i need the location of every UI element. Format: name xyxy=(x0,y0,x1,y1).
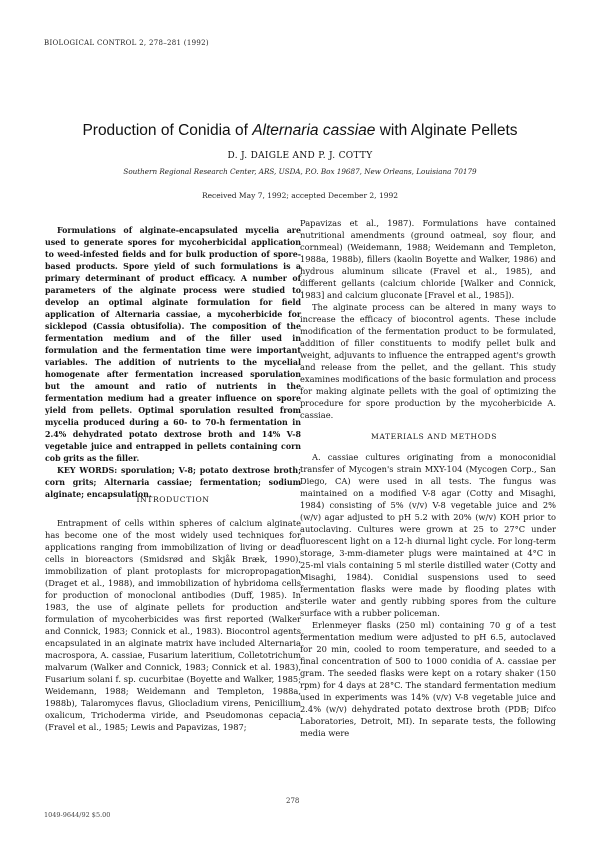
title-species: Alternaria cassiae xyxy=(252,122,376,139)
right-paragraph-1: Papavizas et al., 1987). Formulations have contained nutritional amendments (ground oatmeal, soy flour, and cornmeal) (Weidemann, 1988; Weidemann and Templeton, 1988a, 1988b), fillers (kaolin Boyette and Walker, 1986) and hydrous aluminum silicate (Fravel et al., 1985), and different gellants (calcium chloride [Walker and Connick, 1983] and calcium gluconate [Fravel et al., 1985]). xyxy=(300,218,556,300)
journal-header: BIOLOGICAL CONTROL 2, 278–281 (1992) xyxy=(44,39,209,47)
keywords: KEY WORDS: sporulation; V-8; potato dextrose broth; corn grits; Alternaria cassiae; fermentation; sodium alginate; encapsulation. xyxy=(45,466,301,499)
left-column xyxy=(45,225,301,501)
received-dates: Received May 7, 1992; accepted December 2, 1992 xyxy=(201,191,399,200)
methods-paragraph-2: Erlenmeyer flasks (250 ml) containing 70 g of a test fermentation medium were adjusted to pH 6.5, autoclaved for 20 min, cooled to room temperature, and seeded to a final concentration of 500 to 1000 conidia of A. cassiae per gram. The seeded flasks were kept on a rotary shaker (150 rpm) for 4 days at 28°C. The standard fermentation medium used in experiments was 14% (v/v) V-8 vegetable juice and 2.4% (w/v) dehydrated potato dextrose broth (PDB; Difco Laboratories, Detroit, MI). In separate tests, the following media were xyxy=(300,620,556,738)
authors: D. J. DAIGLE AND P. J. COTTY xyxy=(227,151,373,161)
right-column xyxy=(300,217,556,739)
title-post: with Alginate Pellets xyxy=(375,122,518,139)
introduction-heading: INTRODUCTION xyxy=(136,495,210,504)
right-paragraph-2: The alginate process can be altered in many ways to increase the efficacy of biocontrol agents. These include modification of the fermentation product to be formulated, addition of filler constituents to modify pellet bulk and weight, adjuvants to influence the entrapped agent's growth and release from the pellet, and the gellant. This study examines modifications of the basic formulation and process for making alginate pellets with the goal of optimizing the procedure for spore production by the mycoherbicide A. cassiae. xyxy=(300,302,556,420)
introduction-body xyxy=(45,517,301,733)
title-pre: Production of Conidia of xyxy=(82,122,253,139)
page-number: 278 xyxy=(286,797,300,805)
intro-paragraph: Entrapment of cells within spheres of calcium alginate has become one of the most widely used techniques for applications ranging from immobilization of living or dead cells in bioreactors (Smidsrød and Skjåk Bræk, 1990), immobilization of plant protoplasts for micropropagation (Draget et al., 1988), and immobilization of hybridoma cells for production of monoclonal antibodies (Duff, 1985). In 1983, the use of alginate pellets for production and formulation of mycoherbicides was first reported (Walker and Connick, 1983; Connick et al., 1983). Biocontrol agents encapsulated in an alginate matrix have included Alternaria macrospora, A. cassiae, Fusarium lateritium, Colletotrichum malvarum (Walker and Connick, 1983; Connick et al. 1983), Fusarium solani f. sp. cucurbitae (Boyette and Walker, 1985; Weidemann, 1988; Weidemann and Templeton, 1988a, 1988b), Talaromyces flavus, Gliocladium virens, Penicillium oxalicum, Trichoderma viride, and Pseudomonas cepacia (Fravel et al., 1985; Lewis and Papavizas, 1987; xyxy=(45,518,301,732)
abstract: Formulations of alginate-encapsulated mycelia are used to generate spores for mycoherbicidal application to weed-infested fields and for bulk production of spore-based products. Spore yield of such formulations is a primary determinant of product efficacy. A number of parameters of the alginate process were studied to develop an optimal alginate formulation for field application of Alternaria cassiae, a mycoherbicide for sicklepod (Cassia obtusifolia). The composition of the fermentation medium and of the filler used in formulation and the fermentation time were important variables. The addition of nutrients to the mycelial homogenate after fermentation increased sporulation but the amount and ratio of nutrients in the fermentation medium had a greater influence on spore yield from pellets. Optimal sporulation resulted from mycelia produced during a 60- to 70-h fermentation in 2.4% dehydrated potato dextrose broth and 14% V-8 vegetable juice and entrapped in pellets containing corn cob grits as the filler. xyxy=(45,226,301,463)
methods-heading: MATERIALS AND METHODS xyxy=(370,432,498,441)
issn-footer: 1049-9644/92 $5.00 xyxy=(44,811,111,819)
article-title xyxy=(40,122,560,140)
affiliation: Southern Regional Research Center, ARS, USDA, P.O. Box 19687, New Orleans, Louisiana 70179 xyxy=(123,167,477,176)
methods-paragraph-1: A. cassiae cultures originating from a monoconidial transfer of Mycogen's strain MXY-104 (Mycogen Corp., San Diego, CA) were used in all tests. The fungus was maintained on a modified V-8 agar (Cotty and Misaghi, 1984) consisting of 5% (v/v) V-8 vegetable juice and 2% (w/v) agar adjusted to pH 5.2 with 20% (w/v) KOH prior to autoclaving. Cultures were grown at 25 to 27°C under fluorescent light on a 12-h diurnal light cycle. For long-term storage, 3-mm-diameter plugs were maintained at 4°C in 25-ml vials containing 5 ml sterile distilled water (Cotty and Misaghi, 1984). Conidial suspensions used to seed fermentation flasks were made by flooding plates with sterile water and gently rubbing spores from the culture surface with a rubber policeman. xyxy=(300,452,556,618)
